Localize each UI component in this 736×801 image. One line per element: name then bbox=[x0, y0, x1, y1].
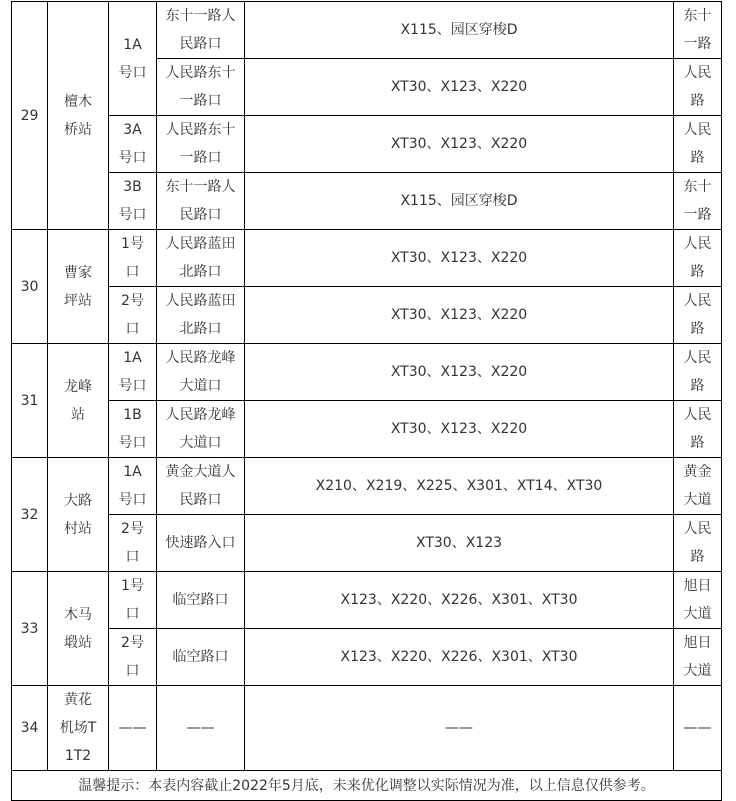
bus-lines: XT30、X123 bbox=[245, 515, 674, 572]
stop-location: 东十一路人民路口 bbox=[157, 2, 245, 59]
bus-lines: XT30、X123、X220 bbox=[245, 116, 674, 173]
station-name: 龙峰站 bbox=[48, 344, 109, 458]
table-row bbox=[12, 287, 722, 344]
bus-lines: XT30、X123、X220 bbox=[245, 230, 674, 287]
table-row bbox=[12, 629, 722, 686]
station-number: 32 bbox=[12, 458, 48, 572]
road-name: 人民路 bbox=[674, 287, 722, 344]
road-name: 旭日大道 bbox=[674, 629, 722, 686]
exit-label: 1A号口 bbox=[109, 458, 157, 515]
table-row bbox=[12, 458, 722, 515]
station-number: 34 bbox=[12, 686, 48, 771]
bus-lines: XT30、X123、X220 bbox=[245, 59, 674, 116]
exit-label: 3B号口 bbox=[109, 173, 157, 230]
road-name: 人民路 bbox=[674, 59, 722, 116]
road-name: 人民路 bbox=[674, 401, 722, 458]
table-body bbox=[12, 2, 722, 801]
station-number: 30 bbox=[12, 230, 48, 344]
table-row bbox=[12, 173, 722, 230]
table-row bbox=[12, 230, 722, 287]
station-name: 大路村站 bbox=[48, 458, 109, 572]
table-row bbox=[12, 344, 722, 401]
station-number: 33 bbox=[12, 572, 48, 686]
station-name: 木马塅站 bbox=[48, 572, 109, 686]
stop-location: 人民路东十一路口 bbox=[157, 116, 245, 173]
road-name: 东十一路 bbox=[674, 173, 722, 230]
bus-lines: —— bbox=[245, 686, 674, 771]
exit-label: 2号口 bbox=[109, 287, 157, 344]
exit-label: 1B号口 bbox=[109, 401, 157, 458]
station-name: 檀木桥站 bbox=[48, 2, 109, 230]
road-name: 人民路 bbox=[674, 515, 722, 572]
stop-location: 快速路入口 bbox=[157, 515, 245, 572]
table-row bbox=[12, 116, 722, 173]
stop-location: 人民路蓝田北路口 bbox=[157, 230, 245, 287]
exit-label: 1A号口 bbox=[109, 344, 157, 401]
road-name: 旭日大道 bbox=[674, 572, 722, 629]
stop-location: —— bbox=[157, 686, 245, 771]
road-name: 东十一路 bbox=[674, 2, 722, 59]
bus-lines: X210、X219、X225、X301、XT14、XT30 bbox=[245, 458, 674, 515]
exit-label: 2号口 bbox=[109, 629, 157, 686]
bus-lines: X115、园区穿梭D bbox=[245, 173, 674, 230]
road-name: 人民路 bbox=[674, 230, 722, 287]
table-row bbox=[12, 2, 722, 59]
table-row bbox=[12, 572, 722, 629]
bus-lines: X115、园区穿梭D bbox=[245, 2, 674, 59]
station-name: 黄花机场T1T2 bbox=[48, 686, 109, 771]
station-number: 29 bbox=[12, 2, 48, 230]
road-name: —— bbox=[674, 686, 722, 771]
station-name: 曹家坪站 bbox=[48, 230, 109, 344]
tip-row bbox=[12, 771, 722, 801]
footnote-tip: 温馨提示：本表内容截止2022年5月底，未来优化调整以实际情况为准，以上信息仅供参考。 bbox=[12, 771, 722, 801]
bus-lines: XT30、X123、X220 bbox=[245, 287, 674, 344]
road-name: 人民路 bbox=[674, 344, 722, 401]
stop-location: 人民路龙峰大道口 bbox=[157, 344, 245, 401]
stop-location: 临空路口 bbox=[157, 629, 245, 686]
bus-lines: XT30、X123、X220 bbox=[245, 401, 674, 458]
stop-location: 黄金大道人民路口 bbox=[157, 458, 245, 515]
exit-label: 2号口 bbox=[109, 515, 157, 572]
stop-location: 东十一路人民路口 bbox=[157, 173, 245, 230]
stop-location: 临空路口 bbox=[157, 572, 245, 629]
bus-lines: XT30、X123、X220 bbox=[245, 344, 674, 401]
bus-transfer-table bbox=[11, 1, 722, 801]
road-name: 人民路 bbox=[674, 116, 722, 173]
bus-lines: X123、X220、X226、X301、XT30 bbox=[245, 572, 674, 629]
table-row bbox=[12, 686, 722, 771]
stop-location: 人民路龙峰大道口 bbox=[157, 401, 245, 458]
stop-location: 人民路东十一路口 bbox=[157, 59, 245, 116]
table-row bbox=[12, 401, 722, 458]
exit-label: —— bbox=[109, 686, 157, 771]
exit-label: 1号口 bbox=[109, 230, 157, 287]
station-number: 31 bbox=[12, 344, 48, 458]
exit-label: 1号口 bbox=[109, 572, 157, 629]
road-name: 黄金大道 bbox=[674, 458, 722, 515]
exit-label: 1A号口 bbox=[109, 2, 157, 116]
table-row bbox=[12, 515, 722, 572]
exit-label: 3A号口 bbox=[109, 116, 157, 173]
stop-location: 人民路蓝田北路口 bbox=[157, 287, 245, 344]
bus-lines: X123、X220、X226、X301、XT30 bbox=[245, 629, 674, 686]
